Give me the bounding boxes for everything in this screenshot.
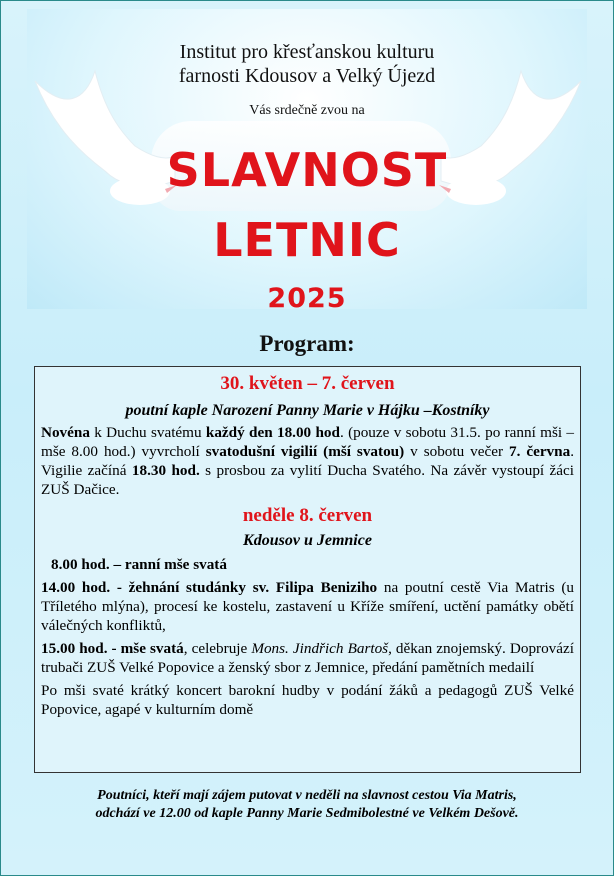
pilgrim-note: Poutníci, kteří mají zájem putovat v neděli na slavnost cestou Via Matris, odchází ve 12.00 od kaple Panny Marie Sedmibolestné ve Velkém Dešově. [95, 788, 519, 821]
program-item-blessing: 14.00 hod. - žehnání studánky sv. Filipa Beniziho na poutní cestě Via Matris (u Tříletého mlýna), procesí ke kostelu, zastavení u Kříže smíření, uctění památky obětí válečných konfliktů, [41, 579, 574, 634]
section2-date: neděle 8. červen [242, 505, 373, 526]
title-year: 2025 [267, 283, 347, 314]
program-item-mass-morning: 8.00 hod. – ranní mše svatá [51, 556, 227, 573]
program-item-mass: 15.00 hod. - mše svatá, celebruje Mons. Jindřich Bartoš, děkan znojemský. Doprovází trubači ZUŠ Velké Popovice a ženský sbor z Jemnice, předání pamětních medailí [41, 640, 574, 676]
title-line-2: LETNIC [213, 213, 401, 267]
organizer-line-2: farnosti Kdousov a Velký Újezd [178, 65, 436, 87]
section1-dates: 30. květen – 7. červen [220, 373, 395, 394]
program-box [34, 366, 581, 773]
invite-text: Vás srdečně zvou na [249, 103, 365, 118]
title-line-1: SLAVNOST [166, 143, 448, 197]
program-heading: Program: [259, 331, 355, 356]
novena-paragraph: Novéna k Duchu svatému každý den 18.00 hod. (pouze v sobotu 31.5. po ranní mši – mše 8.00 hod.) vyvrcholí svatodušní vigilií (mší svatou) v sobotu večer 7. června. Vigilie začíná 18.30 hod. s prosbou za vylití Ducha Svatého. Na závěr vystoupí žáci ZUŠ Dačice. [41, 424, 574, 498]
section2-place: Kdousov u Jemnice [243, 532, 372, 549]
section1-place: poutní kaple Narození Panny Marie v Hájku –Kostníky [125, 402, 490, 419]
organizer-line-1: Institut pro křesťanskou kulturu [179, 41, 435, 63]
program-item-concert: Po mši svaté krátký koncert barokní hudby v podání žáků a pedagogů ZUŠ Velké Popovice, agapé v kulturním domě [41, 682, 574, 718]
